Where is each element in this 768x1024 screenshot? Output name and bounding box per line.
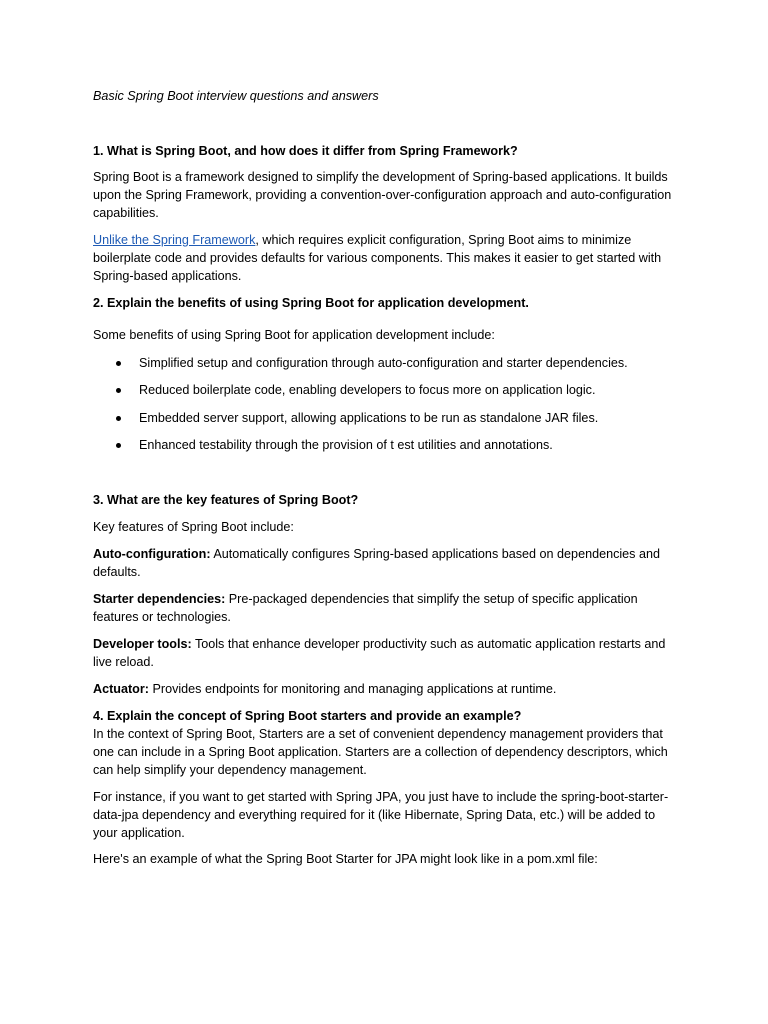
feature-description: Provides endpoints for monitoring and managing applications at runtime.	[148, 682, 557, 696]
question-1-paragraph-2-text: , which requires explicit configuration, Spring Boot aims to minimize boilerplate code and provides defaults for various components. This makes it easier to get started with Spring-based applications.	[93, 233, 662, 283]
feature-item	[93, 635, 683, 671]
bullet-icon	[116, 443, 121, 448]
question-1-paragraph-2	[93, 231, 683, 285]
question-2-heading: 2. Explain the benefits of using Spring Boot for application development.	[93, 296, 529, 310]
question-1-heading: 1. What is Spring Boot, and how does it differ from Spring Framework?	[93, 144, 518, 158]
bullet-icon	[116, 361, 121, 366]
feature-description: Automatically configures Spring-based applications based on dependencies and defaults.	[93, 547, 660, 579]
feature-term: Developer tools:	[93, 637, 192, 651]
bullet-icon	[116, 388, 121, 393]
bullet-icon	[116, 416, 121, 421]
question-3-heading: 3. What are the key features of Spring Boot?	[93, 493, 359, 507]
feature-term: Starter dependencies:	[93, 592, 226, 606]
question-2-intro: Some benefits of using Spring Boot for application development include:	[93, 328, 495, 342]
feature-item	[93, 680, 683, 698]
feature-term: Actuator:	[93, 682, 149, 696]
question-1-paragraph-1: Spring Boot is a framework designed to simplify the development of Spring-based applications. It builds upon the Spring Framework, providing a convention-over-configuration approach and auto-configuration capabilities.	[93, 170, 672, 220]
question-4-heading: 4. Explain the concept of Spring Boot starters and provide an example?	[93, 709, 522, 723]
question-4-paragraph-2: For instance, if you want to get started with Spring JPA, you just have to include the spring-boot-starter-data-jpa dependency and everything required for it (like Hibernate, Spring Data, etc.) will be added to your application.	[93, 790, 669, 840]
question-3-intro: Key features of Spring Boot include:	[93, 520, 294, 534]
question-4-paragraph-1: In the context of Spring Boot, Starters are a set of convenient dependency management providers that one can include in a Spring Boot application. Starters are a collection of dependency descriptors, which can help simplify your dependency management.	[93, 727, 668, 777]
feature-description: Tools that enhance developer productivity such as automatic application restarts and live reload.	[93, 637, 666, 669]
feature-description: Pre-packaged dependencies that simplify the setup of specific application features or technologies.	[93, 592, 638, 624]
question-4-paragraph-3: Here's an example of what the Spring Boot Starter for JPA might look like in a pom.xml file:	[93, 852, 598, 866]
feature-term: Auto-configuration:	[93, 547, 211, 561]
feature-item	[93, 590, 683, 626]
document-title: Basic Spring Boot interview questions and answers	[93, 89, 379, 103]
feature-item	[93, 545, 683, 581]
unlike-spring-framework-link[interactable]: Unlike the Spring Framework	[93, 233, 256, 247]
